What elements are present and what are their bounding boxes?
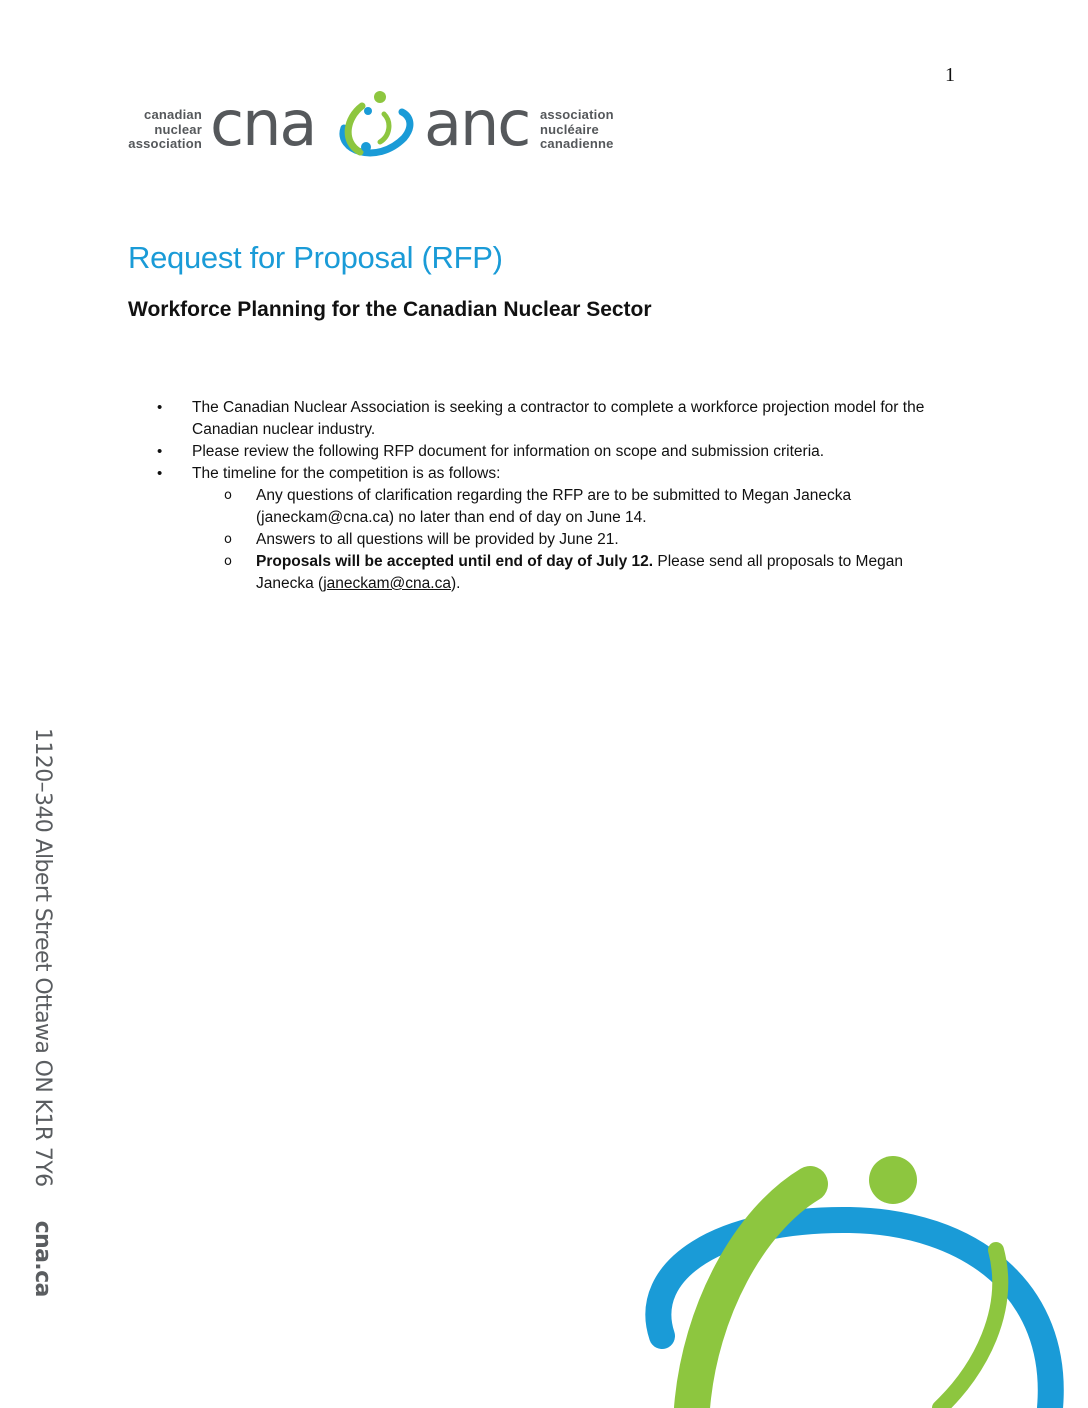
document-subtitle: Workforce Planning for the Canadian Nuclear Sector	[128, 298, 652, 321]
list-item	[152, 463, 952, 595]
bullet-marker: •	[157, 465, 163, 482]
sub-bullet-marker: o	[224, 554, 232, 569]
address-text: 1120–340 Albert Street Ottawa ON K1R 7Y6	[30, 728, 55, 1187]
bullet-text: The Canadian Nuclear Association is seeking a contractor to complete a workforce projection model for the Canadian nuclear industry.	[192, 399, 925, 438]
document-body	[152, 397, 952, 595]
bullet-marker: •	[157, 399, 163, 416]
sub-bullet-marker: o	[224, 488, 232, 503]
decorative-swoosh-graphic	[640, 1150, 1088, 1408]
sub-bullet-marker: o	[224, 532, 232, 547]
logo-english-name: canadian nuclear association	[128, 107, 202, 151]
sidebar-address	[29, 728, 59, 1297]
logo-wordmark-cna: cna	[210, 87, 316, 160]
timeline-item	[152, 529, 952, 551]
page-number: 1	[945, 64, 955, 86]
atom-orbit-icon	[326, 88, 416, 164]
list-item	[152, 441, 952, 463]
timeline-text: Any questions of clarification regarding the RFP are to be submitted to Megan Janecka (janeckam@cna.ca) no later than end of day on June 14.	[256, 487, 852, 526]
website-text: cna.ca	[30, 1220, 55, 1297]
timeline-list	[192, 485, 952, 595]
document-title: Request for Proposal (RFP)	[128, 240, 503, 275]
timeline-text-end: ).	[450, 575, 461, 592]
bullet-list	[152, 397, 952, 595]
deadline-text: Proposals will be accepted until end of day of July 12.	[256, 553, 654, 570]
cna-anc-logo	[122, 88, 622, 168]
timeline-item	[152, 551, 952, 595]
bullet-text: Please review the following RFP document for information on scope and submission criteria.	[192, 443, 825, 460]
bullet-marker: •	[157, 443, 163, 460]
logo-wordmark-anc: anc	[424, 87, 530, 160]
timeline-text: Please send all proposals to Megan Janecka (	[256, 553, 903, 592]
timeline-item	[152, 485, 952, 529]
timeline-text: Answers to all questions will be provided by June 21.	[256, 531, 619, 548]
bullet-text: The timeline for the competition is as follows:	[192, 465, 501, 482]
list-item	[152, 397, 952, 441]
logo-french-name: association nucléaire canadienne	[540, 107, 614, 151]
email-link[interactable]: janeckam@cna.ca	[323, 575, 451, 592]
